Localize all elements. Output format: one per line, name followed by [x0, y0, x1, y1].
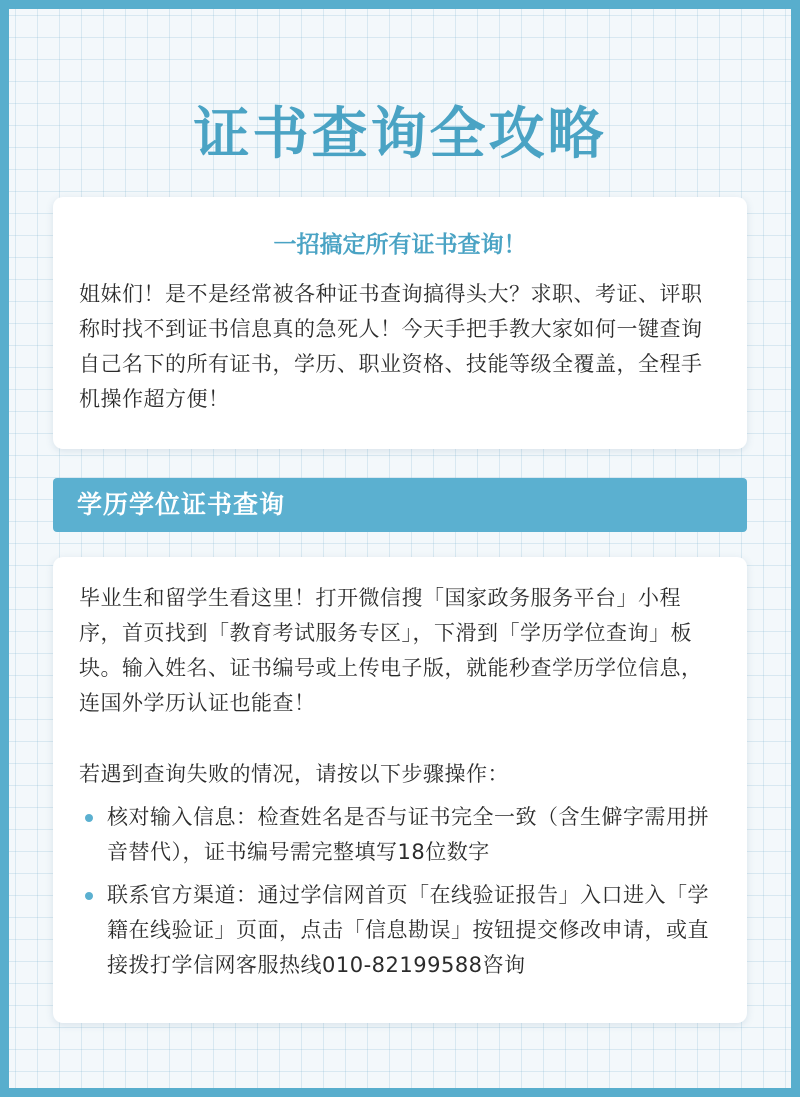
detail-card: [53, 557, 747, 1023]
page-title: 证书查询全攻略: [193, 102, 607, 167]
intro-body: 姐妹们！是不是经常被各种证书查询搞得头大？求职、考证、评职称时找不到证书信息真的急死人！今天手把手教大家如何一键查询自己名下的所有证书，学历、职业资格、技能等级全覆盖，全程手机操作超方便！: [79, 282, 703, 411]
step-text: 核对输入信息：检查姓名是否与证书完全一致（含生僻字需用拼音替代），证书编号需完整填写18位数字: [107, 805, 709, 864]
bullet-dot-icon: [85, 892, 93, 900]
paragraph-spacer: [79, 721, 721, 757]
detail-paragraph: 毕业生和留学生看这里！打开微信搜「国家政务服务平台」小程序，首页找到「教育考试服务专区」，下滑到「学历学位查询」板块。输入姓名、证书编号或上传电子版，就能秒查学历学位信息，连国外学历认证也能查！: [79, 586, 703, 715]
bullet-dot-icon: [85, 814, 93, 822]
steps-intro: 若遇到查询失败的情况，请按以下步骤操作：: [79, 762, 509, 786]
section-header: 学历学位证书查询: [53, 478, 747, 532]
list-item: [79, 878, 721, 983]
list-item: [79, 800, 721, 870]
intro-card: [53, 197, 747, 449]
step-text: 联系官方渠道：通过学信网首页「在线验证报告」入口进入「学籍在线验证」页面，点击「信息勘误」按钮提交修改申请，或直接拨打学信网客服热线010-82199588咨询: [107, 883, 709, 977]
intro-heading: 一招搞定所有证书查询！: [273, 232, 527, 258]
